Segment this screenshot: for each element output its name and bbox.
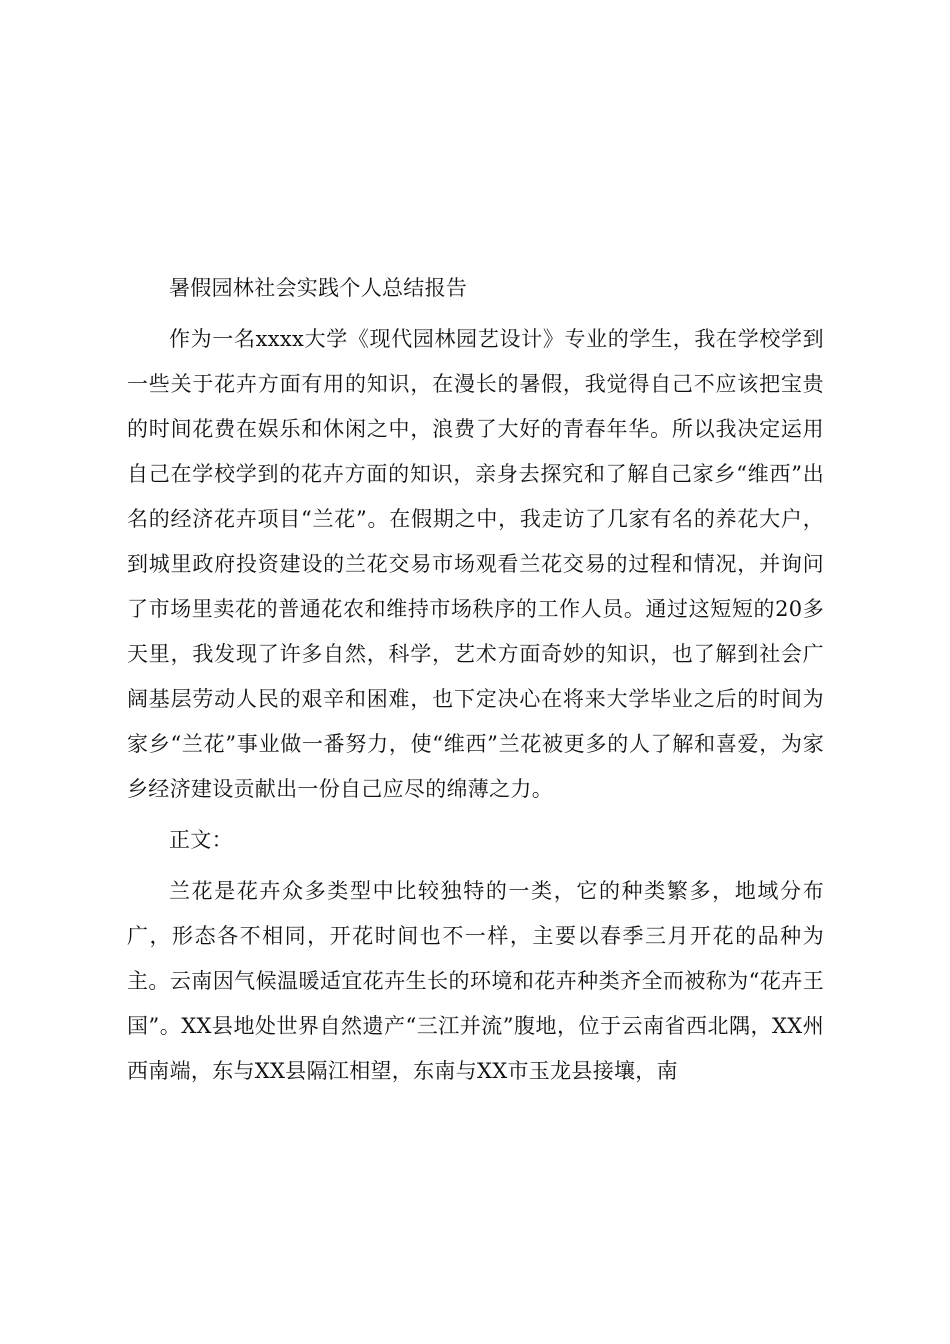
intro-paragraph: 作为一名xxxx大学《现代园林园艺设计》专业的学生，我在学校学到一些关于花卉方面有用的知识，在漫长的暑假，我觉得自己不应该把宝贵的时间花费在娱乐和休闲之中，浪费了大好的青春年华。所以我决定运用自己在学校学到的花卉方面的知识，亲身去探究和了解自己家乡“维西”出名的经济花卉项目“兰花”。在假期之中，我走访了几家有名的养花大户，到城里政府投资建设的兰花交易市场观看兰花交易的过程和情况，并询问了市场里卖花的普通花农和维持市场秩序的工作人员。通过这短短的20多天里，我发现了许多自然，科学，艺术方面奇妙的知识，也了解到社会广阔基层劳动人民的艰辛和困难，也下定决心在将来大学毕业之后的时间为家乡“兰花”事业做一番努力，使“维西”兰花被更多的人了解和喜爱，为家乡经济建设贡献出一份自己应尽的绵薄之力。 (127, 327, 824, 801)
document-content (127, 266, 824, 1097)
document-title: 暑假园林社会实践个人总结报告 (169, 276, 468, 300)
section-heading: 正文： (169, 828, 233, 852)
body-paragraph: 兰花是花卉众多类型中比较独特的一类，它的种类繁多，地域分布广，形态各不相同，开花时间也不一样，主要以春季三月开花的品种为主。云南因气候温暖适宜花卉生长的环境和花卉种类齐全而被称为“花卉王国”。XX县地处世界自然遗产“三江并流”腹地，位于云南省西北隅，XX州西南端，东与XX县隔江相望，东南与XX市玉龙县接壤，南 (127, 879, 824, 1083)
